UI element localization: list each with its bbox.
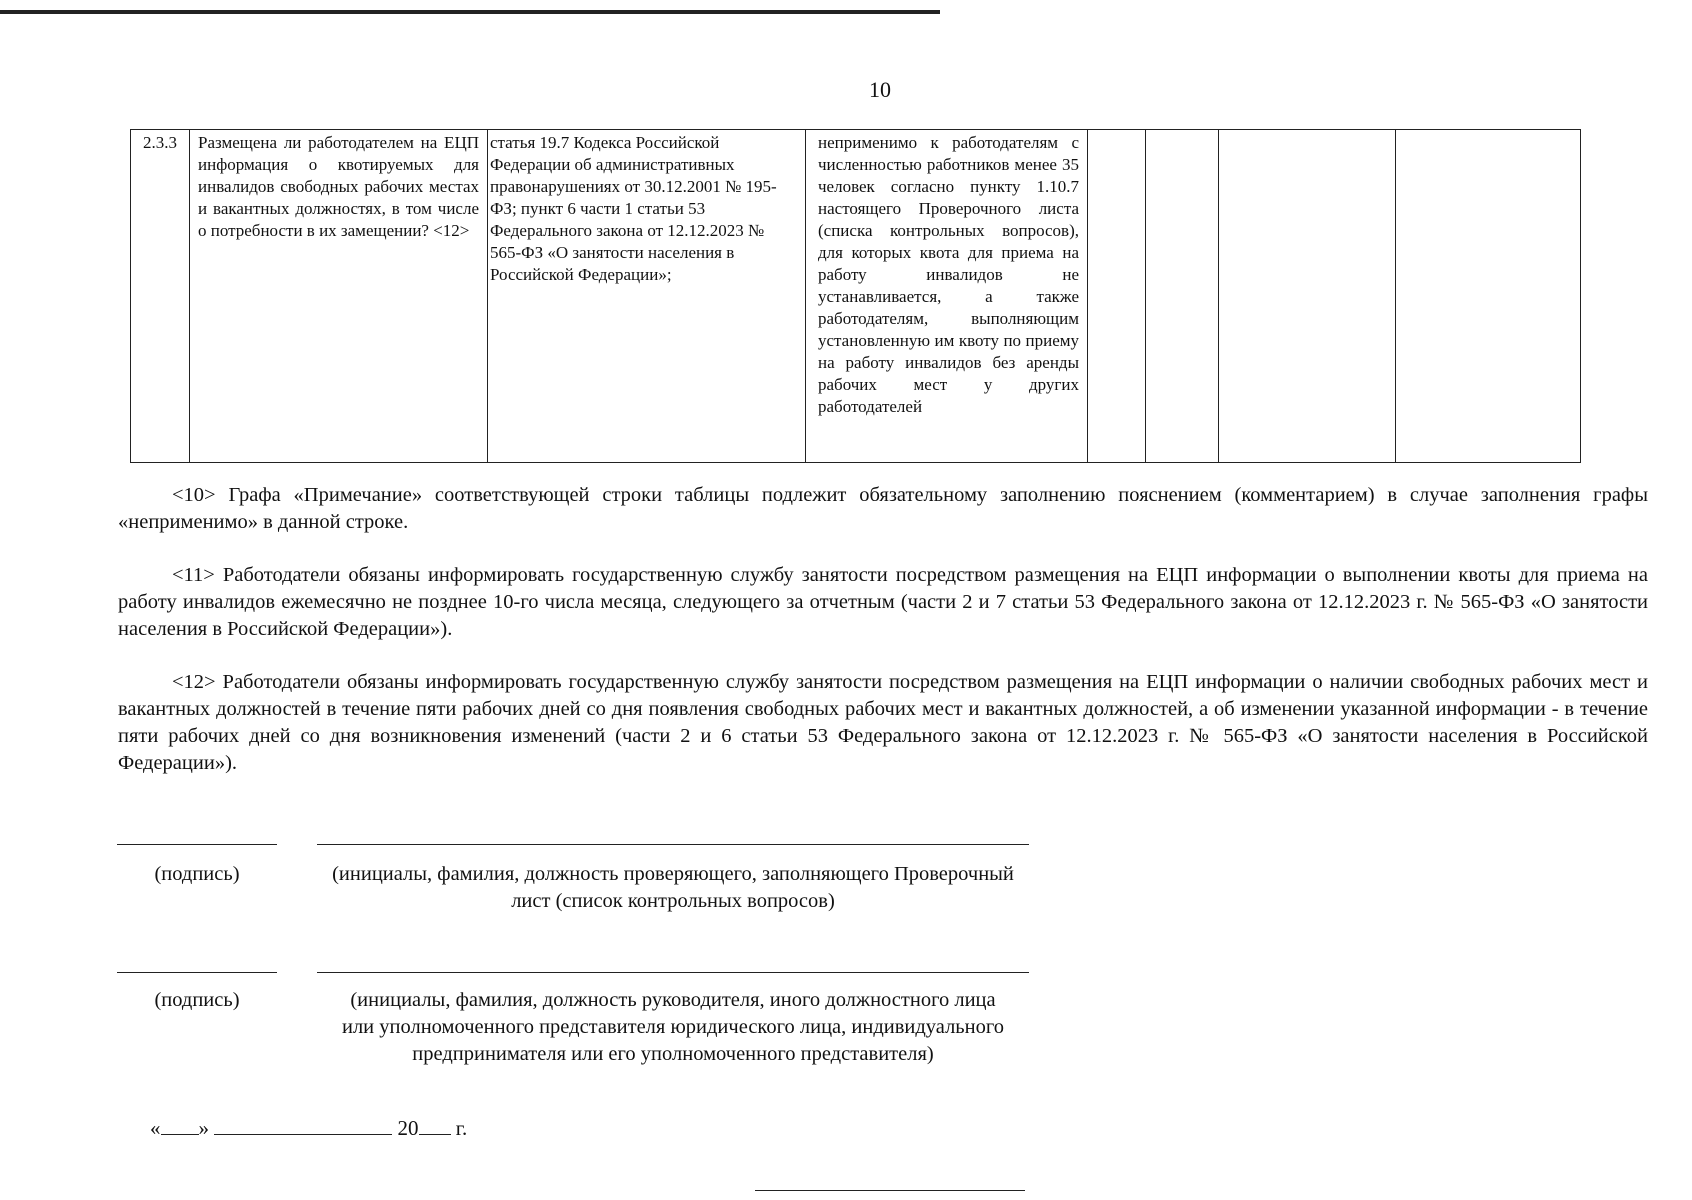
checklist-table: [130, 129, 1581, 463]
table-row: [131, 130, 1581, 463]
no-cell: [1146, 130, 1219, 463]
page-number: 10: [869, 77, 891, 102]
date-year-suffix: г.: [455, 1116, 468, 1140]
date-close-quote: »: [198, 1116, 209, 1140]
month-blank: [214, 1116, 392, 1135]
day-blank: [161, 1116, 199, 1135]
date-century: 20: [397, 1116, 419, 1140]
date-open-quote: «: [150, 1116, 161, 1140]
not-applicable-text: неприменимо к работодателям с численностью работников менее 35 человек согласно пункту 1.10.7 настоящего Проверочного листа (списка контрольных вопросов), для которых квота для приема на работу инвалидов не устанавливается, а также работодателям, выполняющим установленную им квоту по приему на работу инвалидов без аренды рабочих мест у других работодателей: [818, 133, 1079, 416]
year-blank: [419, 1116, 451, 1135]
footnote-10: <10> Графа «Примечание» соответствующей строки таблицы подлежит обязательному заполнению пояснением (комментарием) в случае заполнения графы «неприменимо» в данной строке.: [118, 484, 1648, 533]
question-text: Размещена ли работодателем на ЕЦП информация о квотируемых для инвалидов свободных рабочих местах и вакантных должностях, в том числе о потребности в их замещении? <12>: [198, 133, 479, 240]
legal-basis-cell: [488, 130, 806, 463]
date-line: [150, 1116, 467, 1141]
footnote-11: <11> Работодатели обязаны информировать государственную службу занятости посредством размещения на ЕЦП информации о выполнении квоты для приема на работу инвалидов ежемесячно не позднее 10-го числа месяца, следующего за отчетным (части 2 и 7 статьи 53 Федерального закона от 12.12.2023 г. № 565-ФЗ «О занятости населения в Российской Федерации»).: [118, 564, 1648, 640]
top-rule: [0, 10, 940, 14]
question-cell: [190, 130, 488, 463]
inspector-signature-caption: (подпись): [154, 863, 240, 885]
footnote-12: <12> Работодатели обязаны информировать государственную службу занятости посредством размещения на ЕЦП информации о наличии свободных рабочих мест и вакантных должностей в течение пяти рабочих дней со дня появления свободных рабочих мест и вакантных должностей, а об изменении указанной информации - в течение пяти рабочих дней со дня возникновения изменений (части 2 и 6 статьи 53 Федерального закона от 12.12.2023 г. № 565-ФЗ «О занятости населения в Российской Федерации»).: [118, 671, 1648, 774]
inspector-name-line: [317, 844, 1029, 845]
representative-name-line: [317, 972, 1029, 973]
note-cell: [1396, 130, 1581, 463]
yes-cell: [1088, 130, 1146, 463]
inspector-name-caption: (инициалы, фамилия, должность проверяющего, заполняющего Проверочный лист (список контрольных вопросов): [332, 863, 1014, 912]
representative-name-caption: (инициалы, фамилия, должность руководителя, иного должностного лица или уполномоченного представителя юридического лица, индивидуального предпринимателя или его уполномоченного представителя): [341, 989, 1005, 1065]
representative-signature-caption: (подпись): [154, 989, 240, 1011]
row-number-cell: [131, 130, 190, 463]
row-number: 2.3.3: [143, 133, 177, 152]
legal-basis-text: статья 19.7 Кодекса Российской Федерации об административных правонарушениях от 30.12.2001 № 195-ФЗ; пункт 6 части 1 статьи 53 Федерального закона от 12.12.2023 № 565-ФЗ «О занятости населения в Российской Федерации»;: [490, 133, 777, 284]
inspector-signature-line: [117, 844, 277, 845]
bottom-signature-line: [755, 1190, 1025, 1191]
not-applicable-cell: [806, 130, 1088, 463]
representative-signature-line: [117, 972, 277, 973]
na-cell: [1219, 130, 1396, 463]
